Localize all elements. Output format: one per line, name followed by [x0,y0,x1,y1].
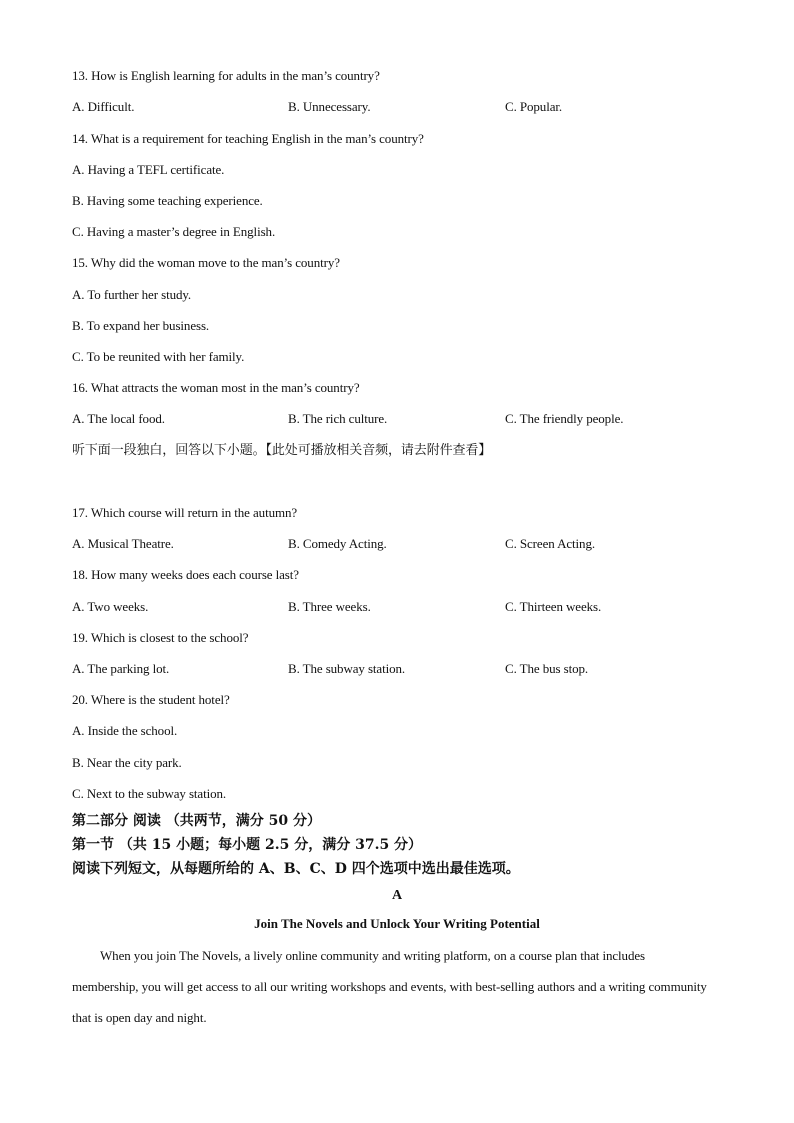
question-17-stem: 17. Which course will return in the autumn? [72,505,298,520]
question-15-option-c: C. To be reunited with her family. [72,349,245,364]
question-15-option-b: B. To expand her business. [72,318,210,333]
question-14-option-b: B. Having some teaching experience. [72,193,263,208]
passage-letter: A [391,888,403,903]
question-20-stem: 20. Where is the student hotel? [72,692,230,707]
passage-paragraph-1-text: When you join The Novels, a lively online community and writing platform, on a course plan that includes membership, you will get access to all our writing workshops and events, with best-selling authors and a writing community that is open day and night. [72,948,707,1025]
passage-paragraph-1 [72,940,712,1033]
question-19-option-a: A. The parking lot. [72,661,170,676]
question-16-option-c: C. The friendly people. [505,411,624,426]
question-20-option-c: C. Next to the subway station. [72,786,227,801]
monologue-instruction: 听下面一段独白，回答以下小题。【此处可播放相关音频，请去附件查看】 [72,443,492,458]
question-20-option-a: A. Inside the school. [72,723,178,738]
question-18-stem: 18. How many weeks does each course last? [72,567,299,582]
passage-title: Join The Novels and Unlock Your Writing Potential [254,916,540,931]
question-16-option-b: B. The rich culture. [288,411,388,426]
question-17-option-b: B. Comedy Acting. [288,536,387,551]
question-17-option-a: A. Musical Theatre. [72,536,174,551]
question-18-option-b: B. Three weeks. [288,599,371,614]
section-one-heading: 第一节 （共 15 小题；每小题 2.5 分，满分 37.5 分） [72,837,423,853]
question-18-option-a: A. Two weeks. [72,599,149,614]
question-13-option-b: B. Unnecessary. [288,99,371,114]
question-16-stem: 16. What attracts the woman most in the man’s country? [72,380,360,395]
question-19-option-c: C. The bus stop. [505,661,589,676]
question-13-stem: 13. How is English learning for adults in the man’s country? [72,68,380,83]
reading-instruction: 阅读下列短文，从每题所给的 A、B、C、D 四个选项中选出最佳选项。 [72,861,520,877]
question-13-option-c: C. Popular. [505,99,563,114]
question-17-option-c: C. Screen Acting. [505,536,596,551]
question-15-option-a: A. To further her study. [72,287,192,302]
question-14-option-c: C. Having a master’s degree in English. [72,224,276,239]
question-15-stem: 15. Why did the woman move to the man’s country? [72,255,340,270]
question-14-option-a: A. Having a TEFL certificate. [72,162,225,177]
question-20-option-b: B. Near the city park. [72,755,182,770]
question-18-option-c: C. Thirteen weeks. [505,599,602,614]
part-two-heading: 第二部分 阅读 （共两节，满分 50 分） [72,813,321,829]
question-19-option-b: B. The subway station. [288,661,406,676]
question-16-option-a: A. The local food. [72,411,165,426]
question-14-stem: 14. What is a requirement for teaching English in the man’s country? [72,131,424,146]
question-13-option-a: A. Difficult. [72,99,135,114]
question-19-stem: 19. Which is closest to the school? [72,630,249,645]
